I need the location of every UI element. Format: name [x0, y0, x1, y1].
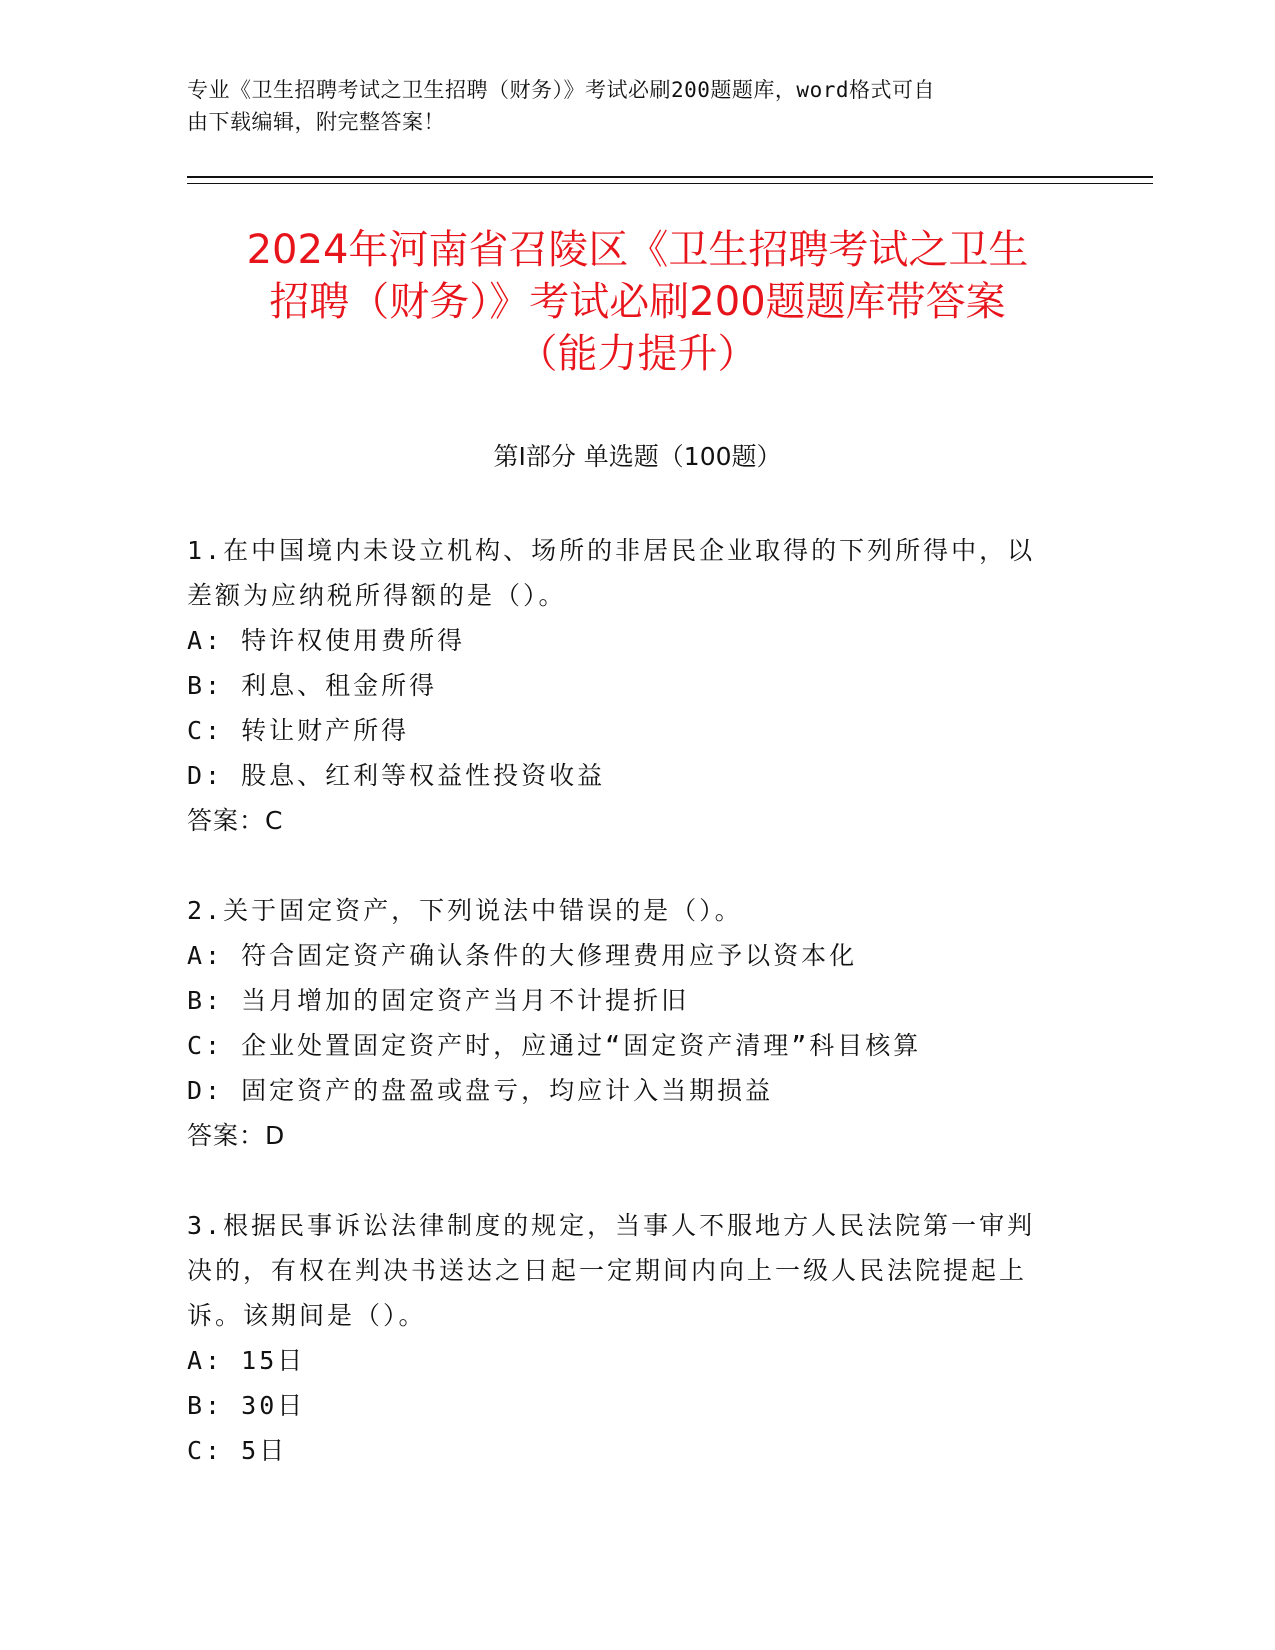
option-c: C: 5日	[187, 1436, 288, 1465]
option-c: C: 企业处置固定资产时，应通过“固定资产清理”科目核算	[187, 1031, 922, 1060]
header-divider-thin	[187, 183, 1153, 184]
document-header-note	[187, 74, 1067, 138]
question-3	[187, 1203, 1087, 1473]
option-b: B: 利息、租金所得	[187, 671, 438, 700]
answer-line: 答案：C	[187, 806, 284, 835]
header-divider-thick	[187, 176, 1153, 178]
title-line-3: （能力提升）	[517, 331, 758, 377]
section-heading: 第Ⅰ部分 单选题（100题）	[493, 442, 782, 471]
question-stem-line: 1.在中国境内未设立机构、场所的非居民企业取得的下列所得中，以	[187, 536, 1036, 565]
header-note-line-2: 由下载编辑，附完整答案！	[187, 110, 445, 134]
option-d: D: 固定资产的盘盈或盘亏，均应计入当期损益	[187, 1076, 774, 1105]
question-stem-line: 差额为应纳税所得额的是（）。	[187, 581, 567, 610]
option-b: B: 当月增加的固定资产当月不计提折旧	[187, 986, 690, 1015]
question-stem-line: 3.根据民事诉讼法律制度的规定，当事人不服地方人民法院第一审判	[187, 1211, 1036, 1240]
option-a: A: 特许权使用费所得	[187, 626, 466, 655]
document-title	[150, 224, 1125, 380]
option-a: A: 15日	[187, 1346, 306, 1375]
spacer	[187, 843, 1087, 888]
question-stem-line: 决的，有权在判决书送达之日起一定期间内向上一级人民法院提起上	[187, 1256, 1028, 1285]
question-2	[187, 888, 1087, 1158]
option-b: B: 30日	[187, 1391, 306, 1420]
question-stem-line: 2.关于固定资产，下列说法中错误的是（）。	[187, 896, 743, 925]
question-list	[187, 528, 1087, 1473]
title-line-1: 2024年河南省召陵区《卫生招聘考试之卫生	[246, 227, 1029, 273]
title-line-2: 招聘（财务）》考试必刷200题题库带答案	[269, 279, 1006, 325]
question-1	[187, 528, 1087, 843]
question-stem-line: 诉。该期间是（）。	[187, 1301, 427, 1330]
option-c: C: 转让财产所得	[187, 716, 410, 745]
spacer	[187, 1158, 1087, 1203]
option-a: A: 符合固定资产确认条件的大修理费用应予以资本化	[187, 941, 858, 970]
answer-line: 答案：D	[187, 1121, 286, 1150]
option-d: D: 股息、红利等权益性投资收益	[187, 761, 606, 790]
header-note-line-1: 专业《卫生招聘考试之卫生招聘（财务）》考试必刷200题题库，word格式可自	[187, 78, 935, 102]
